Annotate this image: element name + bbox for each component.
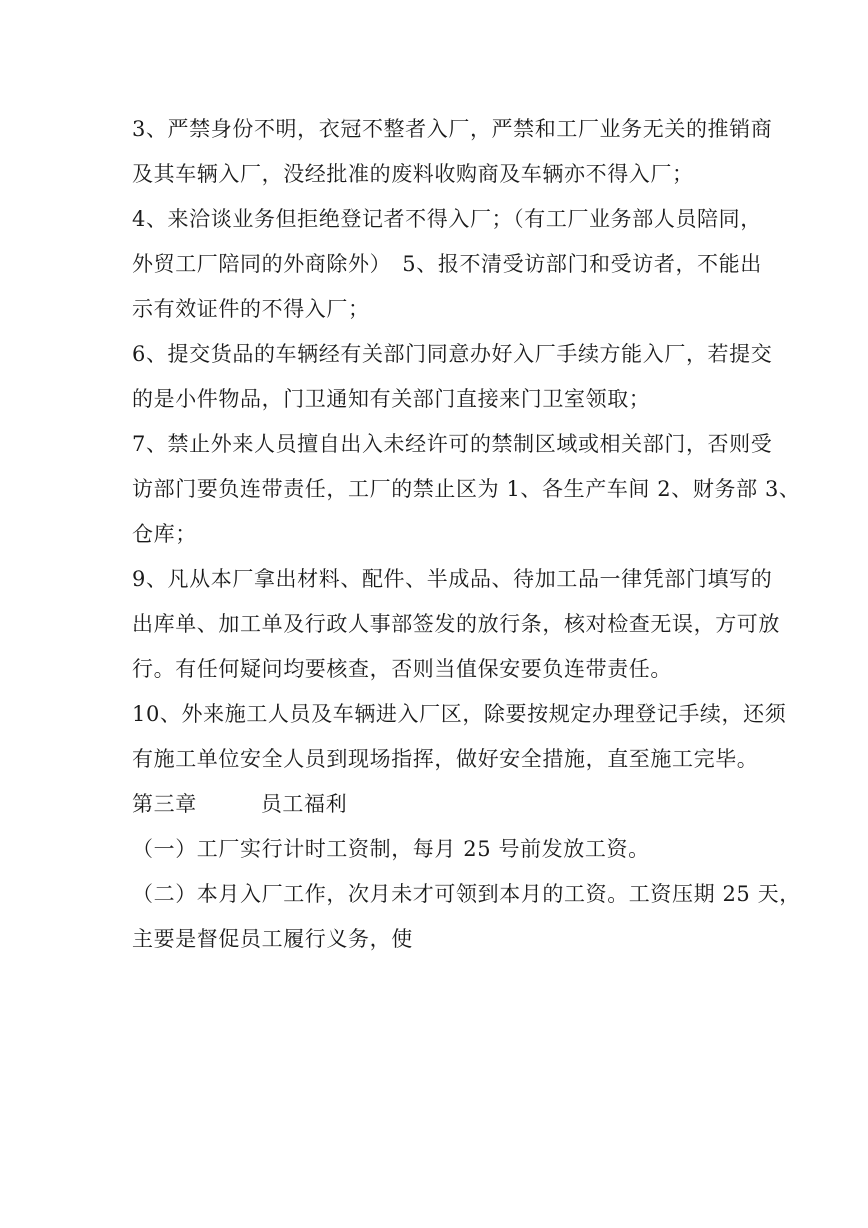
chapter-title: 员工福利 xyxy=(260,792,348,816)
text-line-2: 及其车辆入厂，没经批准的废料收购商及车辆亦不得入厂； xyxy=(132,162,694,186)
text-line-12: 出库单、加工单及行政人事部签发的放行条，核对检查无误，方可放 xyxy=(132,612,780,636)
text-line-3: 4、来洽谈业务但拒绝登记者不得入厂；（有工厂业务部人员陪同， xyxy=(132,207,762,231)
text-line-4: 外贸工厂陪同的外商除外） 5、报不清受访部门和受访者，不能出 xyxy=(132,252,762,276)
text-line-10: 仓库； xyxy=(132,522,197,546)
text-line-9: 访部门要负连带责任，工厂的禁止区为 1、各生产车间 2、财务部 3、 xyxy=(132,477,801,501)
chapter-heading xyxy=(132,789,347,819)
text-line-1: 3、严禁身份不明，衣冠不整者入厂，严禁和工厂业务无关的推销商 xyxy=(132,117,773,141)
text-line-18: 主要是督促员工履行义务，使 xyxy=(132,927,413,951)
text-line-5: 示有效证件的不得入厂； xyxy=(132,297,370,321)
text-line-8: 7、禁止外来人员擅自出入未经许可的禁制区域或相关部门，否则受 xyxy=(132,432,773,456)
text-line-11: 9、凡从本厂拿出材料、配件、半成品、待加工品一律凭部门填写的 xyxy=(132,567,773,591)
text-line-6: 6、提交货品的车辆经有关部门同意办好入厂手续方能入厂，若提交 xyxy=(132,342,773,366)
text-line-13: 行。有任何疑问均要核查，否则当值保安要负连带责任。 xyxy=(132,657,672,681)
chapter-number: 第三章 xyxy=(132,792,197,816)
text-line-15: 有施工单位安全人员到现场指挥，做好安全措施，直至施工完毕。 xyxy=(132,747,759,771)
text-line-14: 10、外来施工人员及车辆进入厂区，除要按规定办理登记手续，还须 xyxy=(132,702,787,726)
text-line-16: （一）工厂实行计时工资制，每月 25 号前发放工资。 xyxy=(132,837,650,861)
text-line-7: 的是小件物品，门卫通知有关部门直接来门卫室领取； xyxy=(132,387,651,411)
text-line-17: （二）本月入厂工作，次月未才可领到本月的工资。工资压期 25 天， xyxy=(132,882,801,906)
